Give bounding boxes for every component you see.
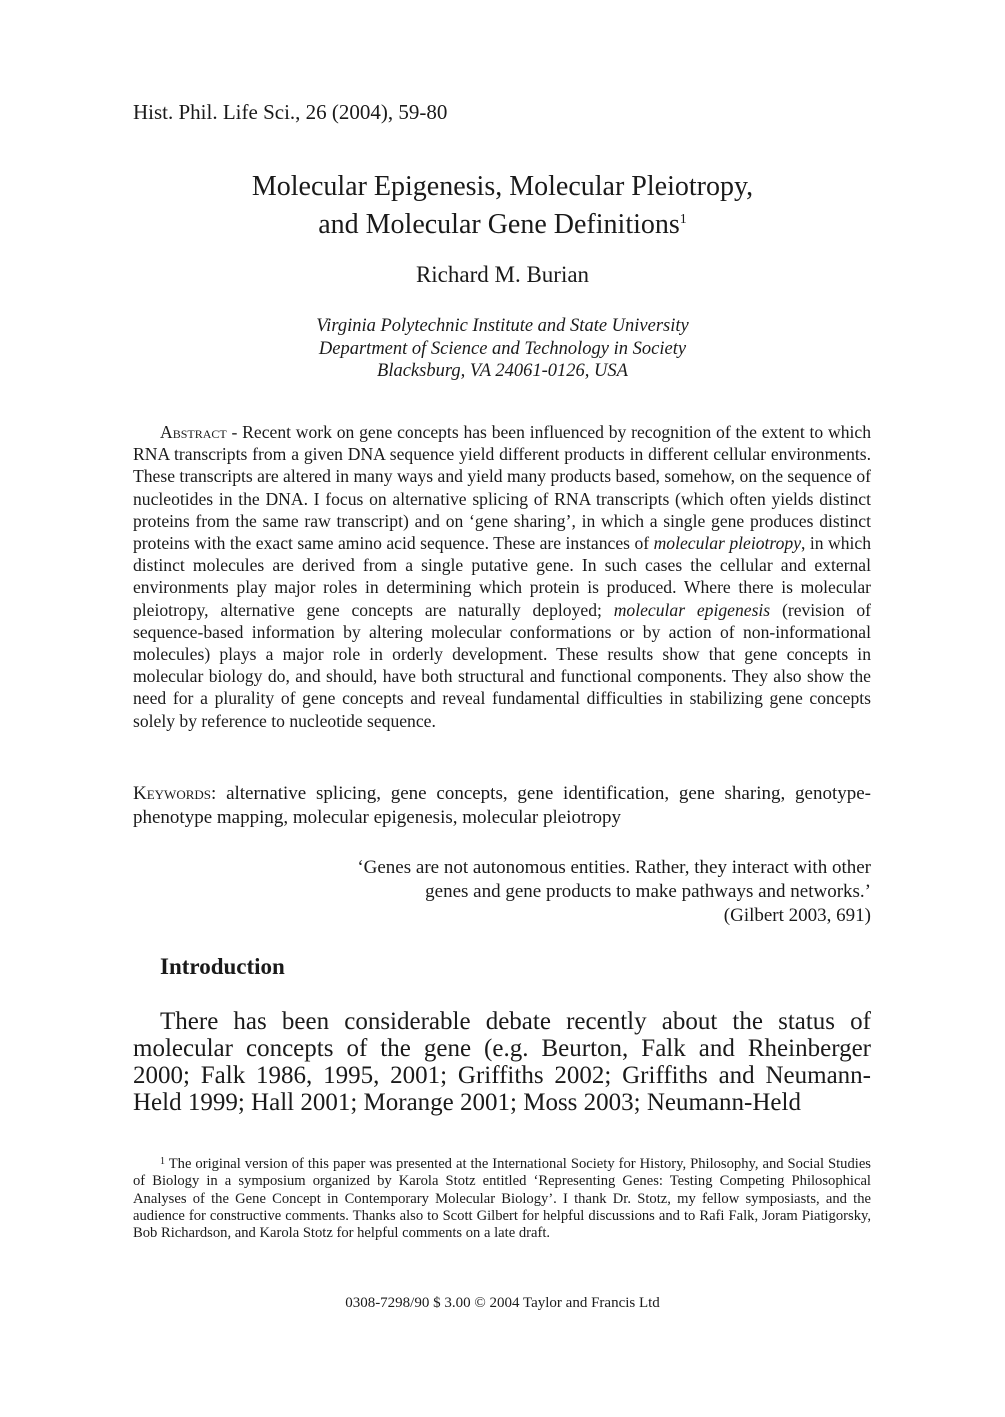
keywords	[133, 782, 871, 830]
abstract-label: Abstract	[160, 422, 227, 442]
abstract: Abstract - Recent work on gene concepts has been influenced by recognition of the extent to which RNA transcripts from a given DNA sequence yield different products in different cellular environments. These transcripts are altered in many ways and yield many products based, somehow, on the sequence of nucleotides in the DNA. I focus on alternative splicing of RNA transcripts (which often yields distinct proteins from the same raw transcript) and on ‘gene sharing’, in which a single gene produces distinct proteins with the exact same amino acid sequence. These are instances of molecular pleiotropy, in which distinct molecules are derived from a single putative gene. In such cases the cellular and external environments play major roles in determining which protein is produced. Where there is molecular pleiotropy, alternative gene concepts are naturally deployed; molecular epigenesis (revision of sequence-based information by altering molecular conformations or by action of non-informational molecules) plays a major role in orderly development. These results show that gene concepts in molecular biology do, and should, have both structural and functional components. They also show the need for a plurality of gene concepts and reveal fundamental difficulties in stabilizing gene concepts solely by reference to nucleotide sequence.	[133, 422, 871, 731]
epigraph	[250, 856, 871, 928]
footnote-mark: 1	[160, 1156, 165, 1167]
abstract-emphasis-2: molecular epigenesis	[613, 599, 771, 620]
affiliation-line-1: Virginia Polytechnic Institute and State University	[316, 316, 689, 336]
epigraph-line-2: genes and gene products to make pathways and networks.’	[425, 881, 871, 902]
epigraph-line-1: ‘Genes are not autonomous entities. Rather, they interact with other	[357, 857, 871, 878]
keywords-label: Keywords	[133, 783, 211, 804]
affiliation-line-2: Department of Science and Technology in Society	[318, 338, 687, 359]
footnote	[133, 1153, 871, 1242]
running-header: Hist. Phil. Life Sci., 26 (2004), 59-80	[133, 100, 448, 124]
keywords-text: : alternative splicing, gene concepts, gene identification, gene sharing, genotype-phenotype mapping, molecular epigenesis, molecular pleiotropy	[133, 783, 871, 828]
author-name: Richard M. Burian	[415, 262, 590, 287]
body-text	[133, 1008, 871, 1116]
body-paragraph: There has been considerable debate recently about the status of molecular concepts of the gene (e.g. Beurton, Falk and Rheinberger 2000; Falk 1986, 1995, 2001; Griffiths 2002; Griffiths and Neumann-Held 1999; Hall 2001; Morange 2001; Moss 2003; Neumann-Held	[133, 1008, 871, 1116]
epigraph-source: (Gilbert 2003, 691)	[723, 905, 871, 926]
copyright-line: 0308-7298/90 $ 3.00 © 2004 Taylor and Francis Ltd	[345, 1295, 660, 1311]
paper-title	[150, 170, 855, 241]
footnote-text: The original version of this paper was presented at the International Society for History, Philosophy, and Social Studies of Biology in a symposium organized by Karola Stotz entitled ‘Representing Genes: Testing Competing Philosophical Analyses of the Gene Concept in Contemporary Molecular Biology’. I thank Dr. Stotz, my fellow symposiasts, and the audience for constructive comments. Thanks also to Scott Gilbert for helpful discussions and to Rafi Falk, Joram Piatigorsky, Bob Richardson, and Karola Stotz for helpful comments on a late draft.	[133, 1156, 871, 1242]
abstract-text: Recent work on gene concepts has been influenced by recognition of the extent to which RNA transcripts from a given DNA sequence yield different products in different cellular environments. These transcripts are altered in many ways and yield many products based, somehow, on the sequence of nucleotides in the DNA. I focus on alternative splicing of RNA transcripts (which often yields distinct proteins from the same raw transcript) and on ‘gene sharing’, in which a single gene produces distinct proteins with the exact same amino acid sequence. These are instances of	[133, 422, 871, 554]
section-heading: Introduction	[160, 954, 285, 979]
affiliation-line-3: Blacksburg, VA 24061-0126, USA	[377, 361, 628, 381]
title-line-1: Molecular Epigenesis, Molecular Pleiotropy,	[251, 171, 754, 202]
author-affiliation	[150, 315, 855, 383]
title-footnote-mark: 1	[679, 212, 687, 227]
title-line-2: and Molecular Gene Definitions$^1$	[318, 209, 687, 240]
abstract-emphasis-1: molecular pleiotropy	[653, 533, 802, 554]
